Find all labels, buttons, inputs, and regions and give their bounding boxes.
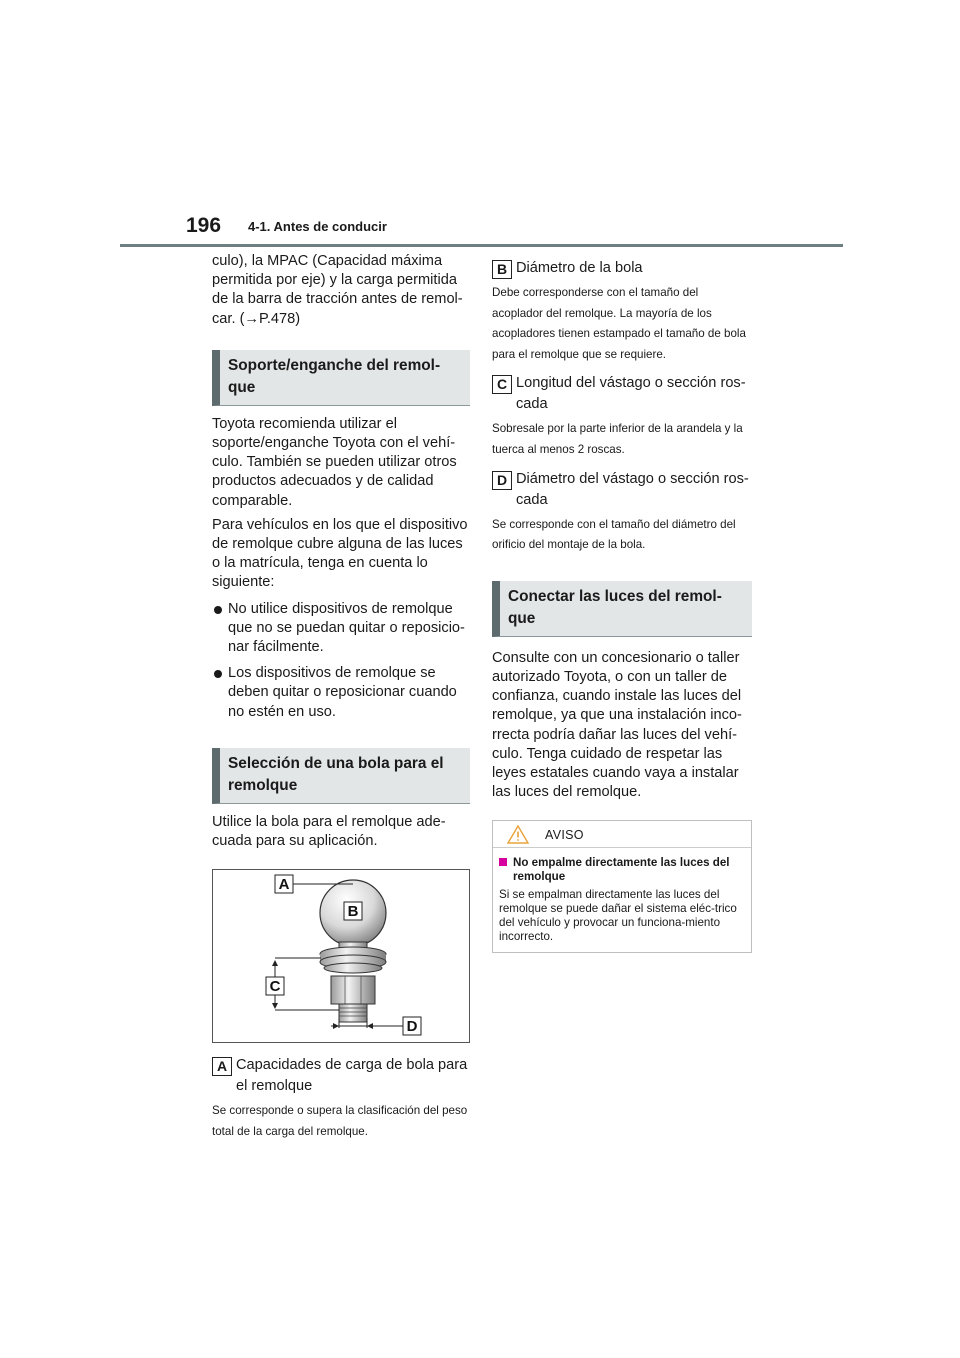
letter-badge: A: [212, 1057, 232, 1076]
bullet-text: Los dispositivos de remolque se deben quitar o reposicionar cuando no estén en uso.: [228, 665, 457, 720]
warning-square-icon: [499, 858, 507, 866]
letter-badge: C: [492, 375, 512, 394]
bullet-item: [212, 600, 470, 658]
item-description: Se corresponde o supera la clasificación del peso total de la carga del remolque.: [212, 1104, 468, 1138]
bullet-text: No utilice dispositivos de remolque que no se puedan quitar o reposicio-nar fácilmente.: [228, 600, 465, 656]
paragraph-recommendation: Toyota recomienda utilizar el soporte/enganche Toyota con el vehí-culo. También se pueden utilizar otros productos adecuados y de calidad comparable.: [212, 415, 457, 509]
heading-ball-selection: Selección de una bola para el remolque: [212, 748, 470, 804]
letter-badge: D: [492, 471, 512, 490]
paragraph-trailer-lights: Consulte con un concesionario o taller autorizado Toyota, o con un taller de confianza, cuando instale las luces del remolque, ya que una instalación inco-rrecta podría dañar las luces del vehí-culo. Tenga cuidado de respetar las leyes estatales cuando vaya a instalar las luces del remolque.: [492, 649, 742, 801]
item-title: Capacidades de carga de bola para el remolque: [236, 1057, 468, 1095]
item-b: [492, 258, 752, 365]
item-label: [492, 258, 752, 279]
figure-label-b: B: [347, 903, 359, 921]
warning-box: [492, 820, 752, 953]
bullet-icon: [214, 606, 222, 614]
page-number: 196: [186, 214, 222, 237]
letter-badge: B: [492, 260, 512, 279]
right-column: [492, 258, 752, 953]
item-label: [492, 373, 752, 415]
paragraph-ball-use: Utilice la bola para el remolque ade-cuada para su aplicación.: [212, 813, 446, 850]
paragraph-lights-plate: Para vehículos en los que el dispositivo de remolque cubre alguna de las luces o la matrícula, tenga en cuenta lo siguiente:: [212, 516, 468, 591]
warning-title: AVISO: [545, 828, 584, 843]
item-a: [212, 1055, 470, 1097]
item-title: Diámetro del vástago o sección ros-cada: [516, 470, 749, 508]
warning-header: [493, 821, 751, 848]
left-column: [212, 252, 470, 1142]
item-c: [492, 373, 752, 460]
item-label: [492, 469, 752, 511]
warning-item: [499, 856, 741, 884]
header-divider: [120, 244, 843, 247]
item-d: [492, 469, 752, 556]
item-title: Longitud del vástago o sección ros-cada: [516, 375, 746, 413]
warning-body: [493, 848, 751, 944]
heading-trailer-lights: Conectar las luces del remol-que: [492, 581, 752, 637]
intro-paragraph: culo), la MPAC (Capacidad máxima permitida por eje) y la carga permitida de la barra de tracción antes de remol-car. (→P.478): [212, 253, 463, 327]
warning-triangle-icon: [507, 825, 529, 844]
warning-text: Si se empalman directamente las luces del remolque se puede dañar el sistema eléc-trico del vehículo y provocar un funciona-miento incorrecto.: [499, 888, 737, 944]
bullet-list: [212, 600, 470, 722]
figure-label-a: A: [278, 876, 290, 894]
figure-label-c: C: [269, 978, 281, 996]
tow-ball-illustration: [213, 870, 469, 1042]
heading-hitch-mount: Soporte/enganche del remol-que: [212, 350, 470, 406]
bullet-item: [212, 664, 470, 722]
section-title: 4-1. Antes de conducir: [248, 219, 387, 234]
figure-label-d: D: [406, 1018, 418, 1036]
item-description: Sobresale por la parte inferior de la arandela y la tuerca al menos 2 roscas.: [492, 422, 743, 456]
item-description: Se corresponde con el tamaño del diámetro del orificio del montaje de la bola.: [492, 517, 736, 552]
item-title: Diámetro de la bola: [516, 260, 643, 276]
tow-ball-figure: [212, 869, 470, 1043]
warning-item-title: No empalme directamente las luces del remolque: [513, 856, 730, 884]
bullet-icon: [214, 670, 222, 678]
item-description: Debe corresponderse con el tamaño del acoplador del remolque. La mayoría de los acopladores tienen estampado el tamaño de bola para el remolque que se requiere.: [492, 286, 746, 361]
